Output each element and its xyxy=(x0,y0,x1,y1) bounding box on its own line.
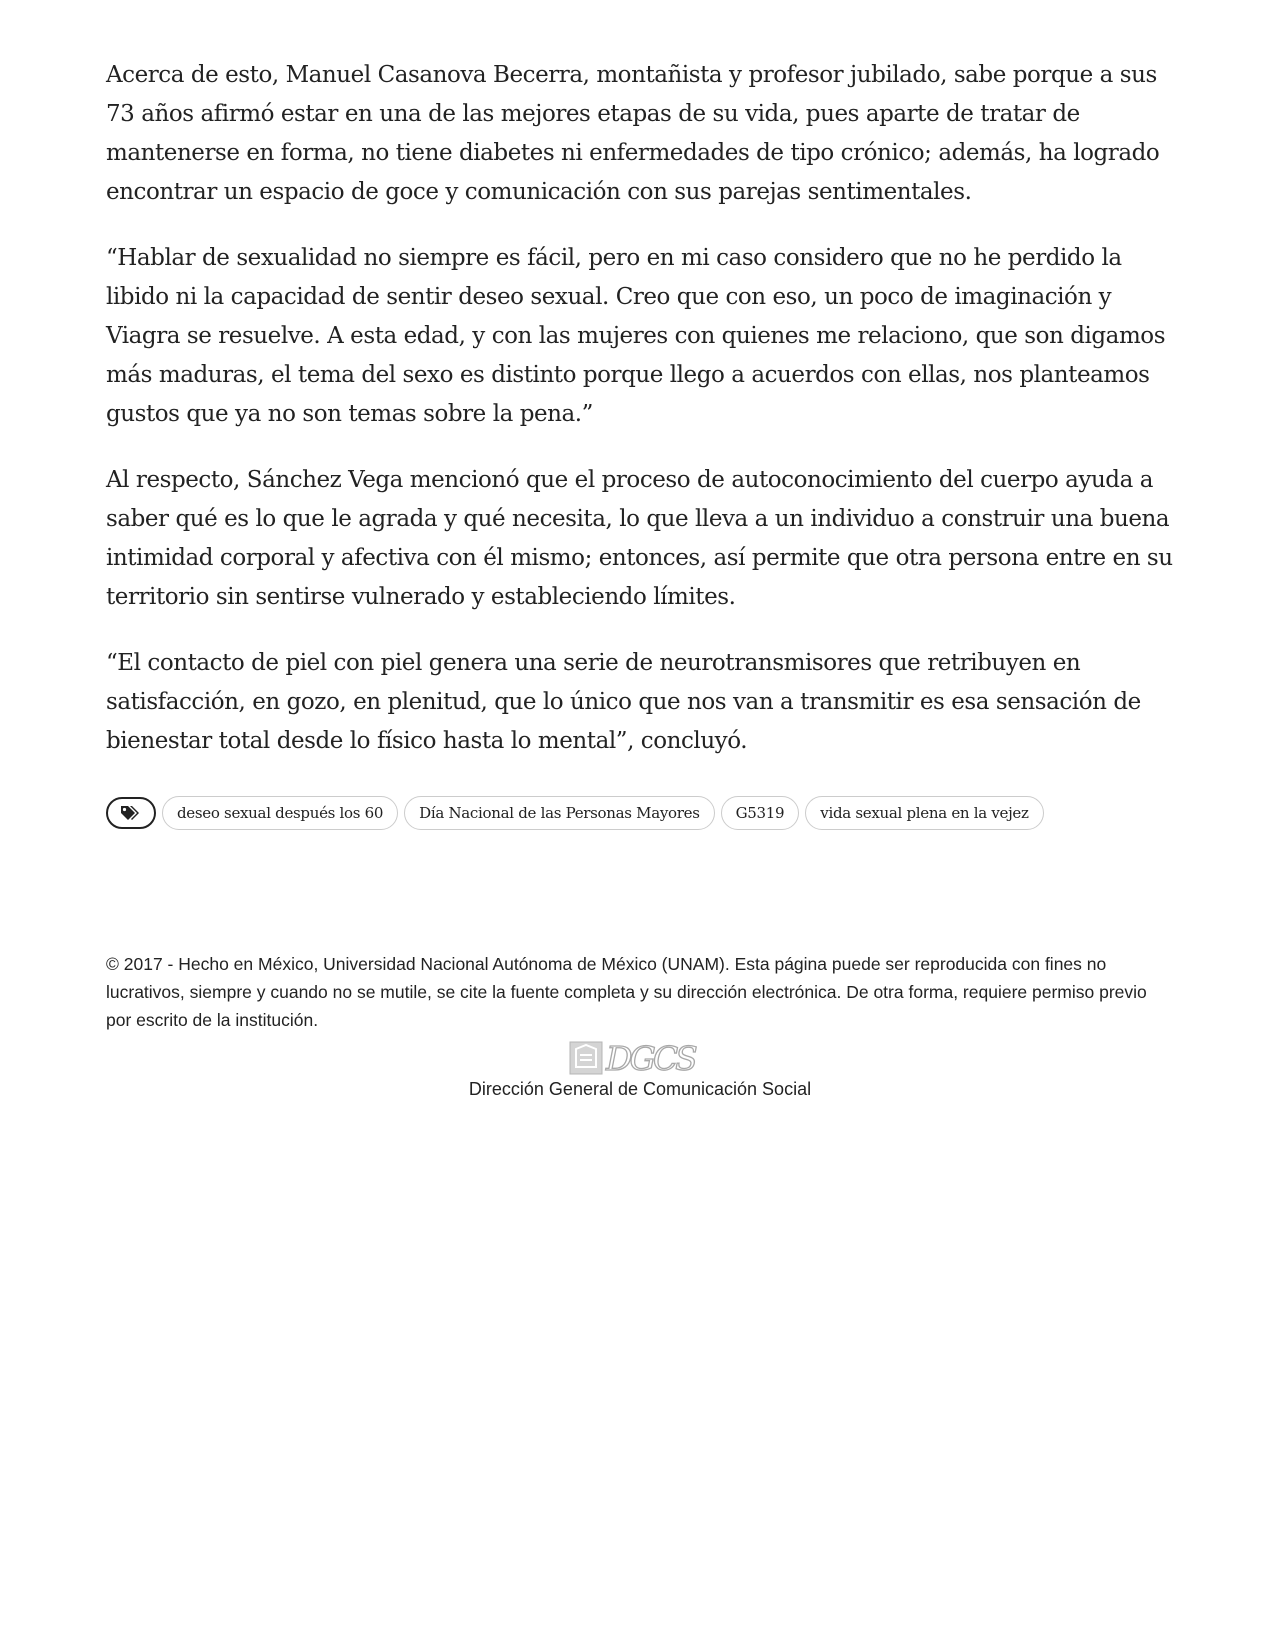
article-paragraph: “El contacto de piel con piel genera una serie de neurotransmisores que retribuyen en satisfacción, en gozo, en plenitud, que lo único que nos van a transmitir es esa sensación de bienestar total desde lo físico hasta lo mental”, concluyó. xyxy=(106,650,1141,754)
tag-link[interactable]: Día Nacional de las Personas Mayores xyxy=(404,796,714,830)
tag-link[interactable]: vida sexual plena en la vejez xyxy=(805,796,1043,830)
article-body xyxy=(106,56,1181,788)
footer-copyright: © 2017 - Hecho en México, Universidad Nacional Autónoma de México (UNAM). Esta página puede ser reproducida con fines no lucrativos, siempre y cuando no se mutile, se cite la fuente completa y su dirección electrónica. De otra forma, requiere permiso previo por escrito de la institución. xyxy=(106,954,1147,1030)
tag-link[interactable]: deseo sexual después los 60 xyxy=(162,796,398,830)
tag-link[interactable]: G5319 xyxy=(721,796,800,830)
article-paragraph: “Hablar de sexualidad no siempre es fácil, pero en mi caso considero que no he perdido la libido ni la capacidad de sentir deseo sexual. Creo que con eso, un poco de imaginación y Viagra se resuelve. A esta edad, y con las mujeres con quienes me relaciono, que son digamos más maduras, el tema del sexo es distinto porque llego a acuerdos con ellas, nos planteamos gustos que ya no son temas sobre la pena.” xyxy=(106,245,1166,427)
tags-icon xyxy=(106,797,156,829)
article-paragraph: Acerca de esto, Manuel Casanova Becerra, montañista y profesor jubilado, sabe porque a sus 73 años afirmó estar en una de las mejores etapas de su vida, pues aparte de tratar de mantenerse en forma, no tiene diabetes ni enfermedades de tipo crónico; además, ha logrado encontrar un espacio de goce y comunicación con sus parejas sentimentales. xyxy=(106,62,1160,205)
tag-list xyxy=(106,796,1044,830)
dgcs-logo xyxy=(568,1039,714,1077)
logo-text: DGCS xyxy=(606,1039,695,1077)
article-paragraph: Al respecto, Sánchez Vega mencionó que el proceso de autoconocimiento del cuerpo ayuda a saber qué es lo que le agrada y qué necesita, lo que lleva a un individuo a construir una buena intimidad corporal y afectiva con él mismo; entonces, así permite que otra persona entre en su territorio sin sentirse vulnerado y estableciendo límites. xyxy=(106,467,1173,610)
footer-org-name: Dirección General de Comunicación Social xyxy=(468,1079,812,1099)
